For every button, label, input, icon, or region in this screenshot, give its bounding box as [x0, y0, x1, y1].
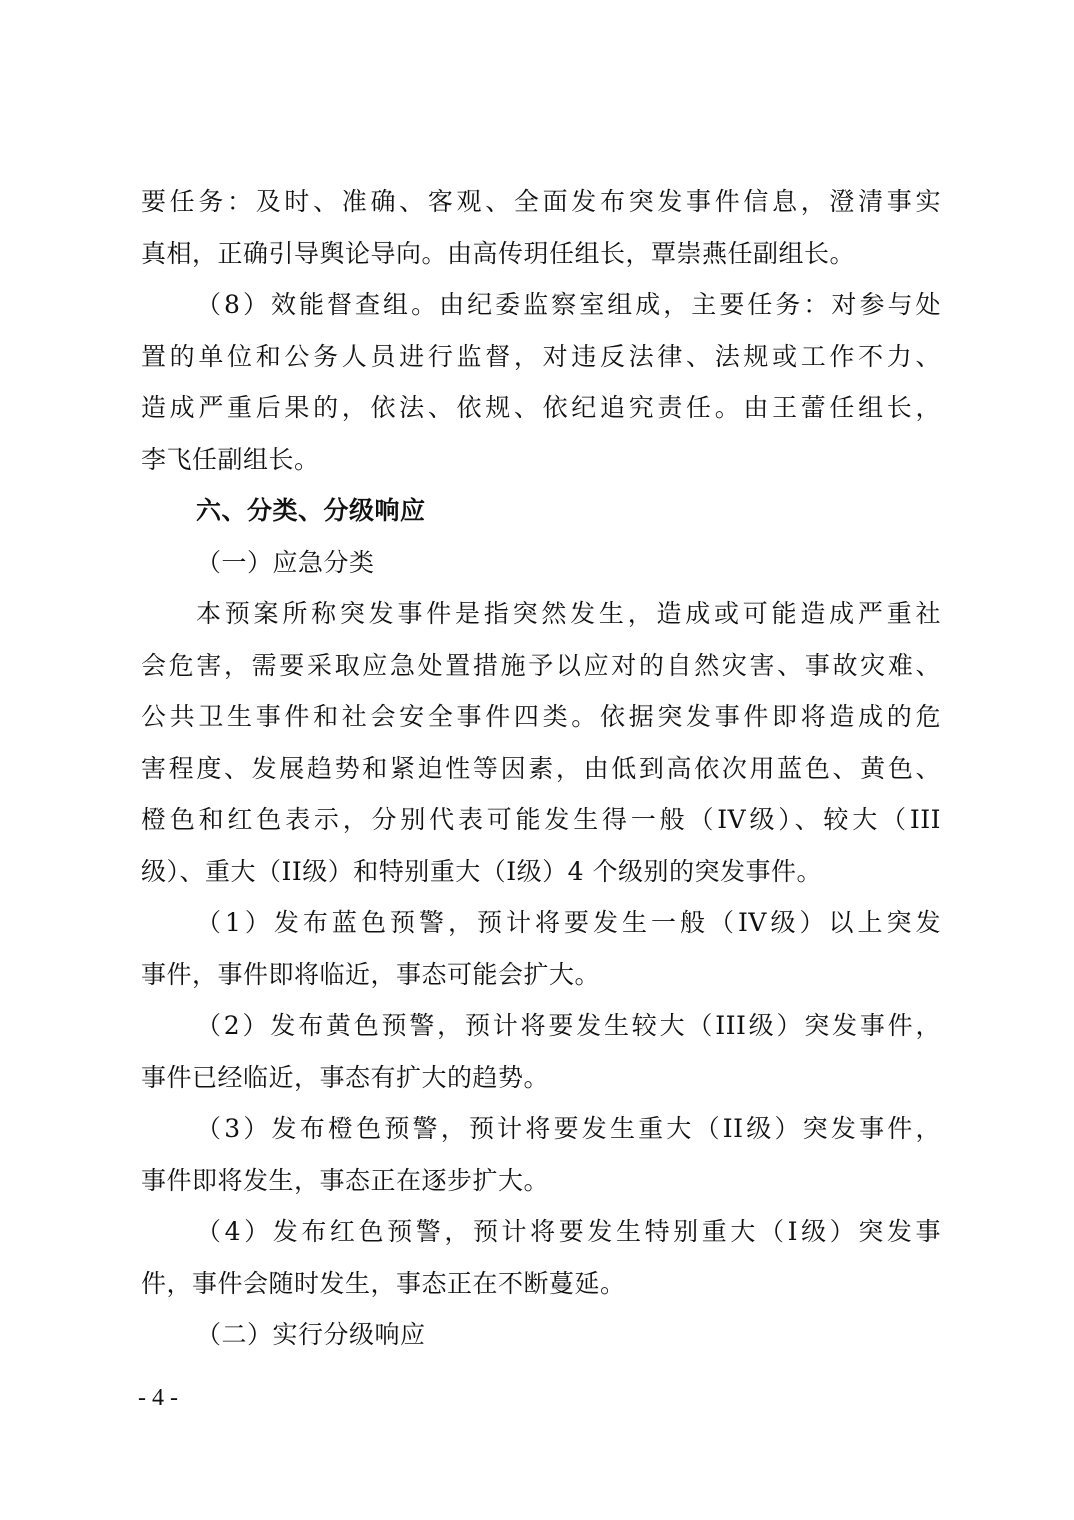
- paragraph-line: 级）、重大（II级）和特别重大（I级）4 个级别的突发事件。: [141, 856, 822, 886]
- paragraph-line: 李飞任副组长。: [141, 444, 320, 474]
- paragraph-line: 真相，正确引导舆论导向。由高传玥任组长，覃崇燕任副组长。: [141, 238, 856, 268]
- paragraph-line: 会危害，需要采取应急处置措施予以应对的自然灾害、事故灾难、: [141, 650, 941, 680]
- paragraph-line: （3）发布橙色预警，预计将要发生重大（II级）突发事件，: [196, 1114, 941, 1143]
- paragraph-line: 造成严重后果的，依法、依规、依纪追究责任。由王蕾任组长，: [141, 393, 941, 422]
- subsection-heading: （二）实行分级响应: [196, 1320, 426, 1349]
- paragraph-line: 害程度、发展趋势和紧迫性等因素，由低到高依次用蓝色、黄色、: [141, 753, 941, 783]
- paragraph-line: （1）发布蓝色预警，预计将要发生一般（IV级）以上突发: [196, 908, 941, 937]
- paragraph-line: （8）效能督查组。由纪委监察室组成，主要任务：对参与处: [196, 290, 941, 319]
- paragraph-line: 事件，事件即将临近，事态可能会扩大。: [141, 959, 601, 989]
- paragraph-line: 橙色和红色表示，分别代表可能发生得一般（IV级）、较大（III: [141, 805, 941, 834]
- paragraph-line: 本预案所称突发事件是指突然发生，造成或可能造成严重社: [196, 599, 941, 628]
- paragraph-line: （4）发布红色预警，预计将要发生特别重大（I级）突发事: [196, 1217, 941, 1246]
- paragraph-line: 件，事件会随时发生，事态正在不断蔓延。: [141, 1268, 626, 1298]
- paragraph-line: 要任务：及时、准确、客观、全面发布突发事件信息，澄清事实: [141, 187, 941, 216]
- section-heading: 六、分类、分级响应: [196, 496, 426, 525]
- document-body: [141, 176, 941, 1361]
- paragraph-line: （2）发布黄色预警，预计将要发生较大（III级）突发事件，: [196, 1011, 941, 1040]
- paragraph-line: 公共卫生事件和社会安全事件四类。依据突发事件即将造成的危: [141, 702, 941, 731]
- paragraph-line: 事件已经临近，事态有扩大的趋势。: [141, 1062, 550, 1092]
- page-number: - 4 -: [138, 1385, 178, 1411]
- paragraph-line: 事件即将发生，事态正在逐步扩大。: [141, 1165, 550, 1195]
- subsection-heading: （一）应急分类: [196, 547, 375, 577]
- paragraph-line: 置的单位和公务人员进行监督，对违反法律、法规或工作不力、: [141, 341, 941, 371]
